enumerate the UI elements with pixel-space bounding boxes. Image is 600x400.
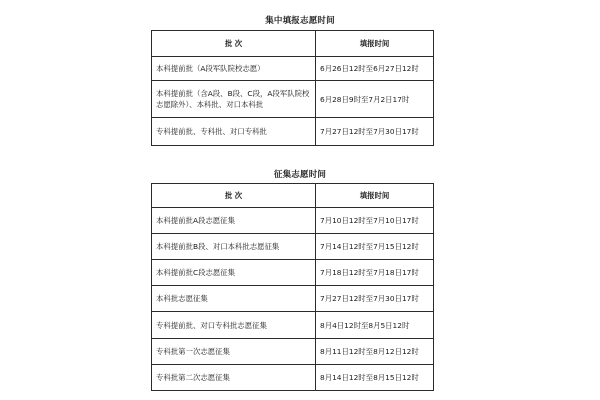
time-cell: 8月11日12时至8月12日12时 [316, 339, 434, 365]
table-centralized-application [151, 30, 434, 146]
table-row [152, 260, 434, 286]
table-row [152, 57, 434, 81]
table-row [152, 339, 434, 365]
batch-cell: 本科批志愿征集 [152, 286, 316, 312]
batch-cell: 本科提前批C段志愿征集 [152, 260, 316, 286]
time-cell: 7月18日12时至7月18日17时 [316, 260, 434, 286]
time-cell: 7月27日12时至7月30日17时 [316, 118, 434, 146]
batch-cell: 专科提前批、对口专科批志愿征集 [152, 312, 316, 339]
batch-cell: 本科提前批B段、对口本科批志愿征集 [152, 234, 316, 260]
table-row [152, 234, 434, 260]
batch-cell: 专科批第二次志愿征集 [152, 365, 316, 391]
table-header-row [152, 31, 434, 57]
time-cell: 8月14日12时至8月15日12时 [316, 365, 434, 391]
column-header-batch: 批 次 [152, 184, 316, 208]
table-row [152, 365, 434, 391]
column-header-batch: 批 次 [152, 31, 316, 57]
time-cell: 6月26日12时至6月27日12时 [316, 57, 434, 81]
time-cell: 7月14日12时至7月15日12时 [316, 234, 434, 260]
time-cell: 6月28日9时至7月2日17时 [316, 81, 434, 118]
table-header-row [152, 184, 434, 208]
column-header-time: 填报时间 [316, 31, 434, 57]
batch-cell: 本科提前批（含A段、B段、C段，A段军队院校志愿除外）、本科批、对口本科批 [152, 81, 316, 118]
table2-title: 征集志愿时间 [273, 170, 327, 180]
column-header-time: 填报时间 [316, 184, 434, 208]
table-row [152, 118, 434, 146]
table-row [152, 81, 434, 118]
table-solicitation-application [151, 183, 434, 391]
table-row [152, 208, 434, 234]
time-cell: 7月27日12时至7月30日17时 [316, 286, 434, 312]
table-row [152, 286, 434, 312]
batch-cell: 专科提前批、专科批、对口专科批 [152, 118, 316, 146]
time-cell: 8月4日12时至8月5日12时 [316, 312, 434, 339]
batch-cell: 本科提前批（A段军队院校志愿） [152, 57, 316, 81]
table-row [152, 312, 434, 339]
batch-cell: 专科批第一次志愿征集 [152, 339, 316, 365]
time-cell: 7月10日12时至7月10日17时 [316, 208, 434, 234]
table1-title: 集中填报志愿时间 [265, 16, 335, 26]
batch-cell: 本科提前批A段志愿征集 [152, 208, 316, 234]
